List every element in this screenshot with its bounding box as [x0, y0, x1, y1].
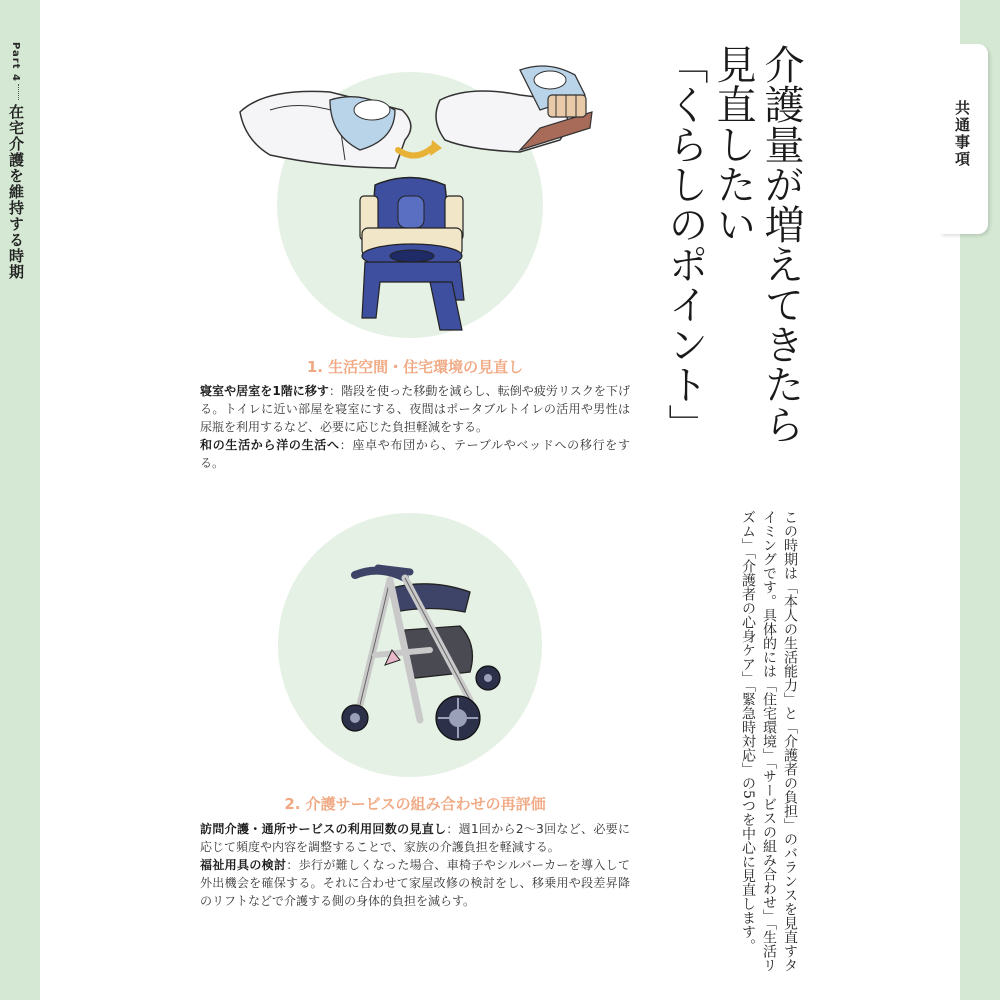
section2-body — [200, 820, 630, 910]
part-label: Part 4 — [10, 42, 21, 82]
section2-heading: 2. 介護サービスの組み合わせの再評価 — [284, 795, 546, 813]
part-title: 在宅介護を維持する時期 — [7, 104, 25, 280]
section1-item-term: 和の生活から洋の生活へ — [200, 438, 340, 452]
section2-item-text: ：週1回から2〜3回など、必要に応じて頻度や内容を調整することで、家族の介護負担を軽減する。 — [200, 822, 630, 854]
section1-item-text: ：座卓や布団から、テーブルやベッドへの移行をする。 — [200, 438, 630, 470]
section1-item-term: 寝室や居室を1階に移す — [200, 384, 329, 398]
section1-heading: 1. 生活空間・住宅環境の見直し — [306, 358, 524, 376]
title-line: 介護量が増えてきたら — [758, 44, 804, 444]
page-title — [655, 44, 805, 464]
section2-item-term: 訪問介護・通所サービスの利用回数の見直し — [200, 822, 447, 836]
section2-item-term: 福祉用具の検討 — [200, 858, 287, 872]
title-line: 見直したい — [710, 44, 756, 244]
part-divider — [18, 84, 20, 100]
section2-item-text: ：歩行が難しくなった場合、車椅子やシルバーカーを導入して外出機会を確保する。それに合わせて家屋改修の検討をし、移乗用や段差昇降のリフトなどで介護する側の身体的負担を減らす。 — [200, 858, 630, 908]
section2-item — [200, 856, 630, 910]
intro-text: この時期は「本人の生活能力」と「介護者の負担」のバランスを見直すタイミングです。具体的には「住宅環境」「サービスの組み合わせ」「生活リズム」「介護者の心身ケア」「緊急時対応」の5つを中心に見直します。 — [740, 510, 798, 972]
section1-body — [200, 382, 630, 472]
walker-illustration — [270, 510, 560, 785]
bedroom-illustration — [235, 55, 615, 355]
section1-item — [200, 382, 630, 436]
section1-item-text: ：階段を使った移動を減らし、転倒や疲労リスクを下げる。トイレに近い部屋を寝室にする、夜間はポータブルトイレの活用や男性は尿瓶を利用するなど、必要に応じた負担軽減をする。 — [200, 384, 631, 434]
section1-item — [200, 436, 630, 472]
section-tab-label: 共通事項 — [953, 100, 971, 168]
title-line: 「くらしのポイント」 — [662, 44, 708, 444]
section2-item — [200, 820, 630, 856]
